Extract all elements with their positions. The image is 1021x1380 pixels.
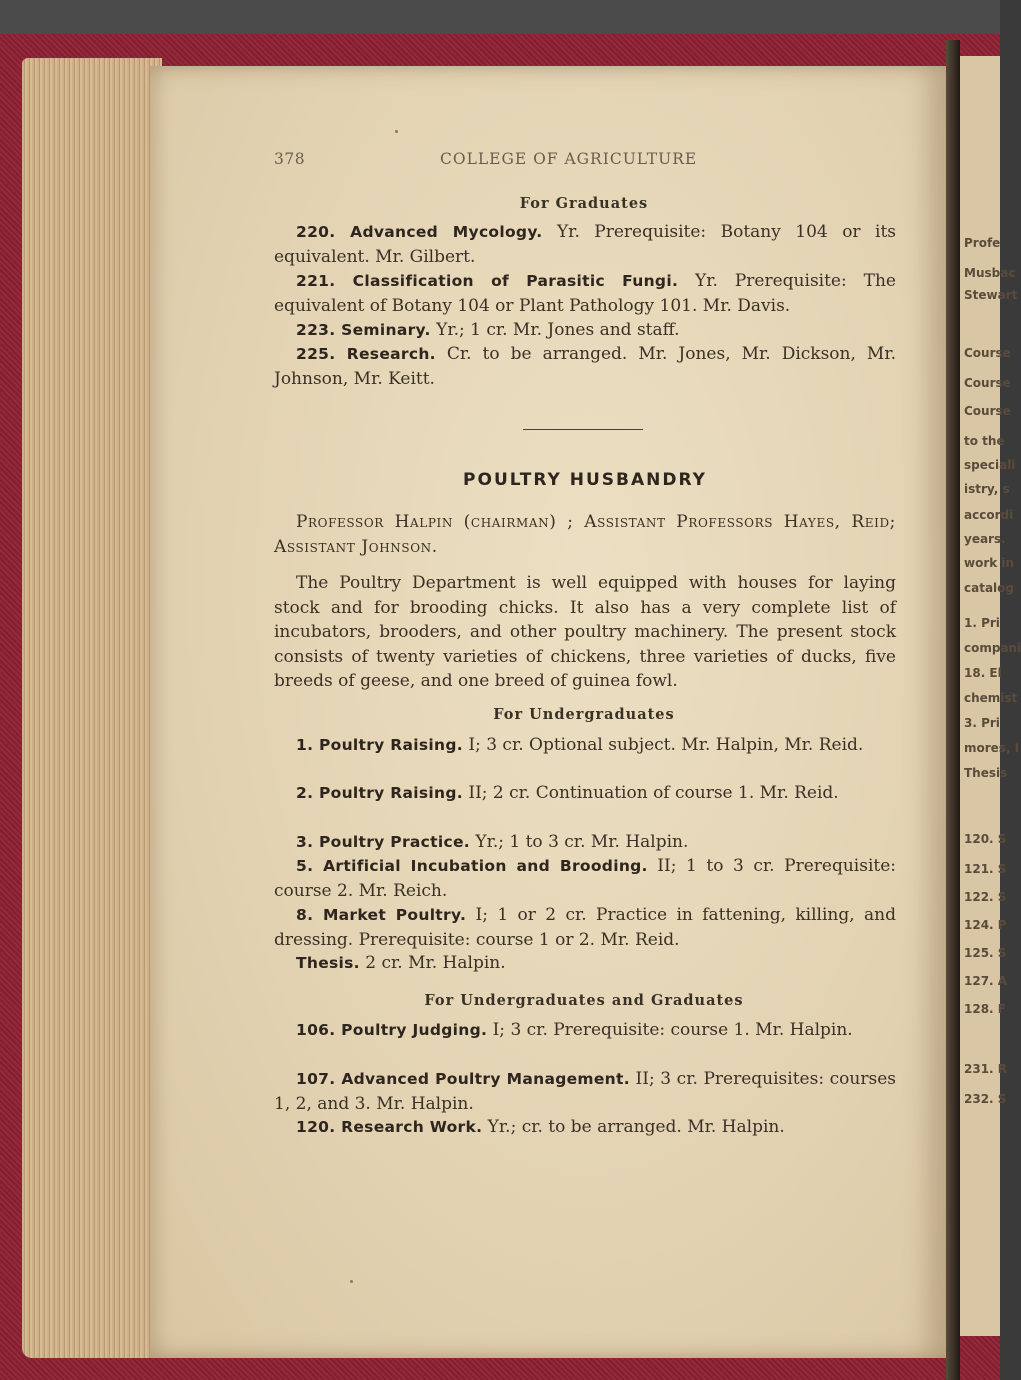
undergraduates-heading: For Undergraduates (493, 706, 675, 723)
facing-page-text: 125. S (964, 946, 1007, 960)
facing-page-text: Musbac (964, 266, 1016, 280)
course-225 (274, 342, 896, 391)
course-2 (274, 781, 896, 806)
course-title: 5. Artificial Incubation and Brooding. (296, 857, 648, 875)
facing-page-text: Course (964, 346, 1011, 360)
faculty-list: Professor Halpin (chairman) ; Assistant Professors Hayes, Reid; Assistant Johnson. (274, 512, 896, 557)
running-title: COLLEGE OF AGRICULTURE (440, 150, 698, 168)
facing-page-text: work in (964, 556, 1015, 570)
course-details: I; 3 cr. Optional subject. Mr. Halpin, Mr. Reid. (462, 735, 864, 755)
facing-page-text: istry, s (964, 482, 1010, 496)
course-title: 223. Seminary. (296, 321, 431, 339)
course-8 (274, 903, 896, 952)
course-1 (274, 733, 896, 758)
course-details: II; 3 cr. Prerequisites: courses 1, 2, and 3. Mr. Halpin. (274, 1069, 896, 1114)
facing-page-text: Thesis (964, 766, 1008, 780)
facing-page-text: speciali (964, 458, 1016, 472)
course-title: 221. Classification of Parasitic Fungi. (296, 272, 679, 290)
course-details: Yr.; 1 cr. Mr. Jones and staff. (430, 320, 680, 340)
facing-page-text: 1. Pri (964, 616, 1000, 630)
background-strip (0, 0, 1000, 38)
course-5 (274, 854, 896, 903)
mixed-heading: For Undergraduates and Graduates (424, 992, 744, 1009)
page-number: 378 (274, 150, 306, 168)
graduates-heading: For Graduates (519, 195, 649, 212)
book-gutter (946, 40, 960, 1380)
facing-page-text: 231. R (964, 1062, 1008, 1076)
facing-page-text: compani (964, 641, 1021, 655)
course-223 (274, 318, 896, 343)
course-title: 8. Market Poultry. (296, 906, 467, 924)
course-106 (274, 1018, 896, 1043)
course-details: Cr. to be arranged. Mr. Jones, Mr. Dickson, Mr. Johnson, Mr. Keitt. (274, 344, 896, 389)
course-title: Thesis. (296, 954, 360, 972)
course-title: 106. Poultry Judging. (296, 1021, 488, 1039)
facing-page-text: Profe (964, 236, 1001, 250)
facing-page-text: to the (964, 434, 1005, 448)
page-edges (22, 58, 162, 1358)
course-details: 2 cr. Mr. Halpin. (359, 953, 506, 973)
facing-page-text: catalog (964, 581, 1014, 595)
course-details: Yr. Prerequisite: The equivalent of Botany 104 or Plant Pathology 101. Mr. Davis. (274, 271, 896, 316)
course-221 (274, 269, 896, 318)
course-title: 220. Advanced Mycology. (296, 223, 543, 241)
paper-speck (350, 1280, 353, 1283)
facing-page-text: 124. P (964, 918, 1007, 932)
course-220 (274, 220, 896, 269)
paper-speck (395, 130, 398, 133)
course-details: Yr. Prerequisite: Botany 104 or its equivalent. Mr. Gilbert. (274, 222, 897, 267)
facing-page-text: 18. El (964, 666, 1002, 680)
course-107 (274, 1067, 896, 1116)
course-details: I; 1 or 2 cr. Practice in fattening, killing, and dressing. Prerequisite: course 1 or 2. Mr. Reid. (274, 905, 897, 950)
facing-page-text: 121. S (964, 862, 1007, 876)
facing-page-text: years. (964, 532, 1006, 546)
facing-page-text: mores, I (964, 741, 1020, 755)
facing-page-text: 122. S (964, 890, 1007, 904)
facing-page-text: Course (964, 376, 1011, 390)
facing-page-text: Course (964, 404, 1011, 418)
course-title: 3. Poultry Practice. (296, 833, 470, 851)
course-title: 120. Research Work. (296, 1118, 483, 1136)
course-details: II; 1 to 3 cr. Prerequisite: course 2. Mr. Reich. (274, 856, 896, 901)
facing-page-fragment (960, 56, 1021, 1336)
course-details: II; 2 cr. Continuation of course 1. Mr. Reid. (462, 783, 839, 803)
facing-page-text: accordi (964, 508, 1014, 522)
course-thesis (274, 951, 896, 976)
facing-page-text: 128. F (964, 1002, 1006, 1016)
department-description: The Poultry Department is well equipped with houses for laying stock and for brooding chicks. It also has a very complete list of incubators, brooders, and other poultry machinery. The present stock consists of twenty varieties of chickens, three varieties of ducks, five breeds of geese, and one breed of guinea fowl. (274, 573, 896, 691)
course-120 (274, 1115, 896, 1140)
facing-page-text: 120. S (964, 832, 1007, 846)
course-title: 107. Advanced Poultry Management. (296, 1070, 630, 1088)
course-title: 1. Poultry Raising. (296, 736, 463, 754)
course-3 (274, 830, 896, 855)
course-details: I; 3 cr. Prerequisite: course 1. Mr. Halpin. (487, 1020, 853, 1040)
course-title: 225. Research. (296, 345, 436, 363)
section-divider (523, 429, 643, 430)
course-details: Yr.; 1 to 3 cr. Mr. Halpin. (469, 832, 689, 852)
course-title: 2. Poultry Raising. (296, 784, 463, 802)
facing-page-text: 3. Pri (964, 716, 1000, 730)
facing-page-text: Stewart (964, 288, 1018, 302)
facing-page-text: 232. S (964, 1092, 1007, 1106)
course-details: Yr.; cr. to be arranged. Mr. Halpin. (482, 1117, 785, 1137)
page-header (274, 150, 894, 172)
facing-page-text: chemist (964, 691, 1018, 705)
section-title: POULTRY HUSBANDRY (463, 470, 707, 490)
facing-page-text: 127. A (964, 974, 1008, 988)
